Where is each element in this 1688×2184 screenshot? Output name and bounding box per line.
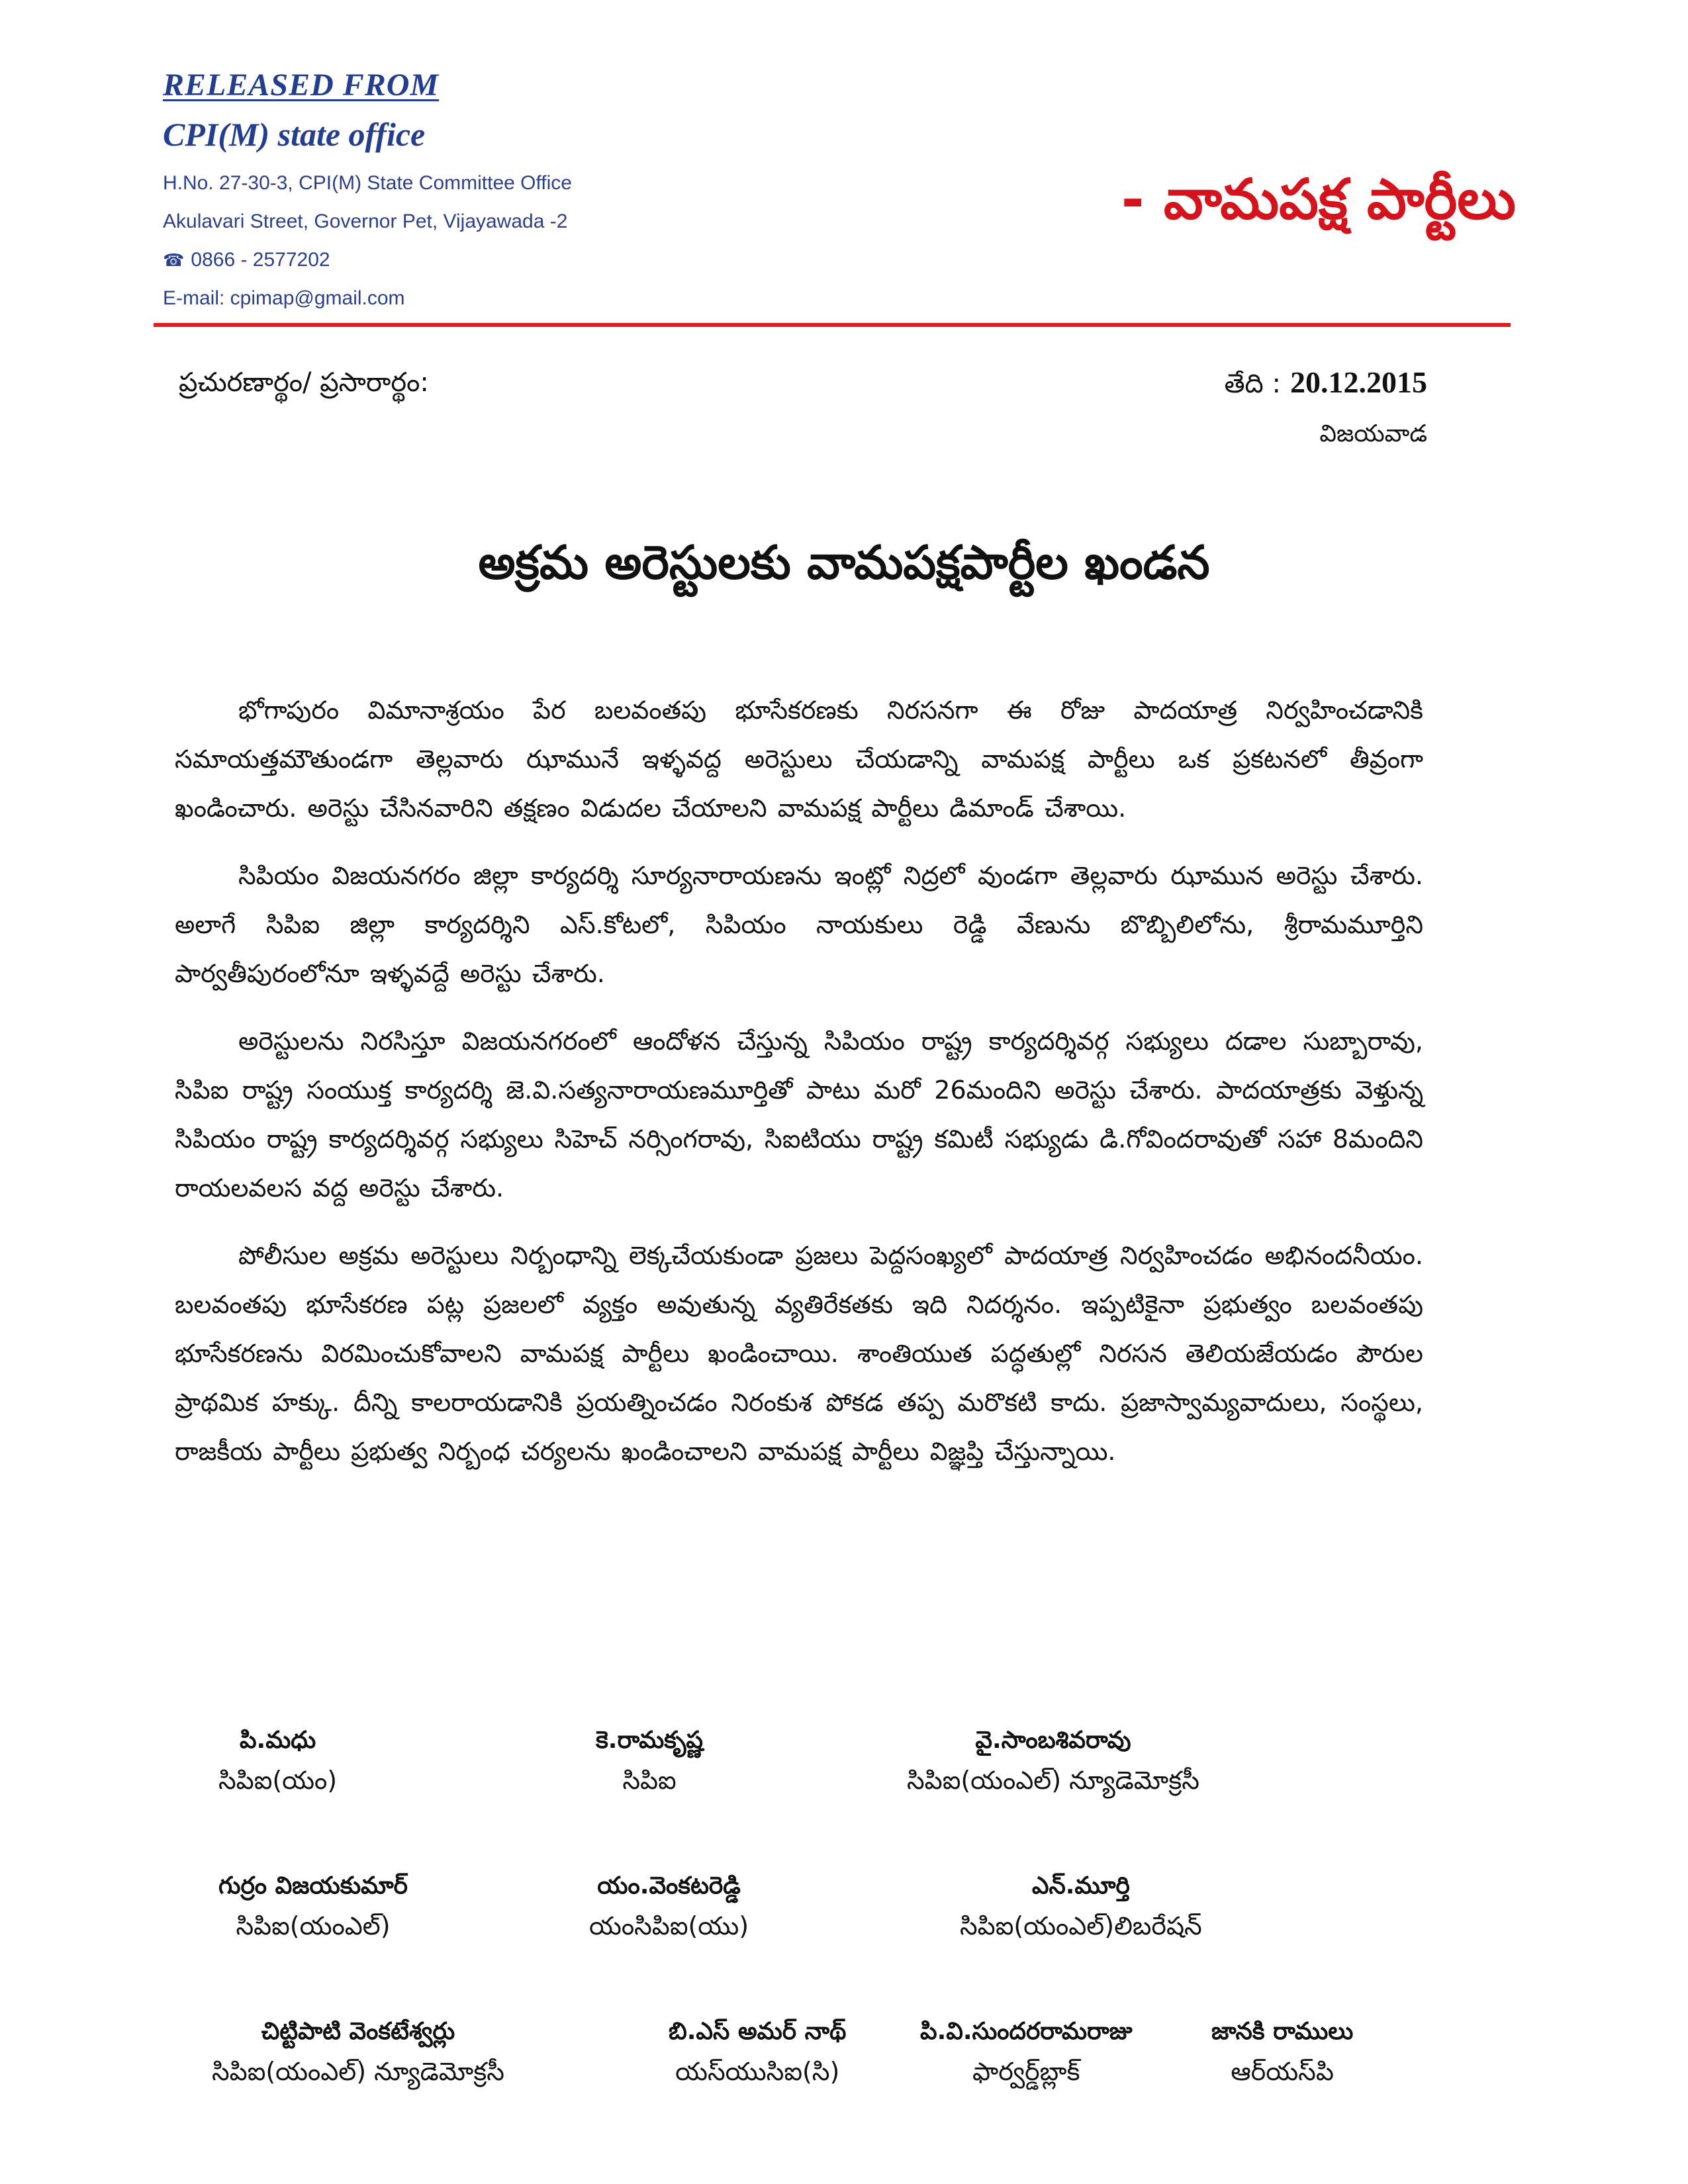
address-line-1: H.No. 27-30-3, CPI(M) State Committee Office [163,172,572,194]
release-body [175,686,1423,1494]
place-name: విజయవాడ [1319,420,1427,447]
released-from-line: RELEASED FROM [163,68,440,103]
signatory-party: సిపిఐ(యంఎల్) న్యూడెమోక్రసీ [212,2057,504,2086]
signatory-party: సిపిఐ(యంఎల్) [236,1911,391,1940]
signatory [589,1866,749,1946]
publication-label: ప్రచురణార్థం/ ప్రసారార్థం: [179,367,429,398]
signatory-party: ఆర్‌యస్‌పి [1231,2057,1334,2086]
signatory [669,2012,846,2091]
date-line [1224,363,1427,404]
signatory [960,1866,1202,1946]
signatory [920,2012,1133,2091]
email-line: E-mail: cpimap@gmail.com [163,287,405,309]
office-name: CPI(M) state office [163,116,426,153]
signatory-name: జానకి రాములు [1211,2018,1354,2045]
phone-line [163,241,759,279]
signatory [212,2012,504,2091]
body-paragraph: అరెస్టులను నిరసిస్తూ విజయనగరంలో ఆందోళన చేస్తున్న సిపియం రాష్ట్ర కార్యదర్శివర్గ సభ్యులు దడాల సుబ్బారావు, సిపిఐ రాష్ట్ర సంయుక్త కార్యదర్శి జె.వి.సత్యనారాయణమూర్తితో పాటు మరో 26మందిని అరెస్టు చేశారు. పాదయాత్రకు వెళ్తున్న సిపియం రాష్ట్ర కార్యదర్శివర్గ సభ్యులు సిహెచ్ నర్సింగరావు, సిఐటియు రాష్ట్ర కమిటీ సభ్యుడు డి.గోవిందరావుతో సహా 8మందిని రాయలవలస వద్ద అరెస్టు చేశారు. [175,1026,1423,1203]
date-value: 20.12.2015 [1290,365,1427,399]
left-parties-title: - వామపక్ష పార్టీలు [1121,167,1516,232]
signatory-name: వై.సాంబశివరావు [975,1727,1131,1754]
signatory-name: పి.వి.సుందరరామరాజు [920,2018,1133,2045]
signatory [907,1721,1199,1800]
signatory-name: పి.మధు [239,1727,316,1754]
letterhead-office-block [163,64,759,318]
press-release-headline: అక్రమ అరెస్టులకు వామపక్షపార్టీల ఖండన [478,535,1210,590]
address-line-2: Akulavari Street, Governor Pet, Vijayawada -2 [163,210,568,232]
signatory-party: సిపిఐ [622,1766,677,1795]
signatory-name: గుర్రం విజయకుమార్ [218,1872,408,1899]
signatory [596,1721,703,1800]
signatory [218,1866,408,1946]
header-divider [154,323,1511,327]
signatory [218,1721,337,1800]
body-paragraph: భోగాపురం విమానాశ్రయం పేర బలవంతపు భూసేకరణకు నిరసనగా ఈ రోజు పాదయాత్ర నిర్వహించడానికి సమాయత్తమౌతుండగా తెల్లవారు ఝామునే ఇళ్ళవద్ద అరెస్టులు చేయడాన్ని వామపక్ష పార్టీలు ఒక ప్రకటనలో తీవ్రంగా ఖండించారు. అరెస్టు చేసినవారిని తక్షణం విడుదల చేయాలని వామపక్ష పార్టీలు డిమాండ్ చేశాయి. [175,696,1423,823]
body-paragraph: పోలీసుల అక్రమ అరెస్టులు నిర్బంధాన్ని లెక్కచేయకుండా ప్రజలు పెద్దసంఖ్యలో పాదయాత్ర నిర్వహించడం అభినందనీయం. బలవంతపు భూసేకరణ పట్ల ప్రజలలో వ్యక్తం అవుతున్న వ్యతిరేకతకు ఇది నిదర్శనం. ఇప్పటికైనా ప్రభుత్వం బలవంతపు భూసేకరణను విరమించుకోవాలని వామపక్ష పార్టీలు ఖండించాయి. శాంతియుత పద్ధతుల్లో నిరసన తెలియజేయడం పౌరుల ప్రాథమిక హక్కు. దీన్ని కాలరాయడానికి ప్రయత్నించడం నిరంకుశ పోకడ తప్ప మరొకటి కాదు. ప్రజాస్వామ్యవాదులు, సంస్థలు, రాజకీయ పార్టీలు ప్రభుత్వ నిర్బంధ చర్యలను ఖండించాలని వామపక్ష పార్టీలు విజ్ఞప్తి చేస్తున్నాయి. [175,1241,1423,1466]
signatory-party: యస్‌యుసిఐ(సి) [675,2057,840,2086]
signatory-name: ఎన్.మూర్తి [1031,1872,1130,1899]
signatory-party: సిపిఐ(యం) [218,1766,338,1795]
date-label: తేది : [1224,369,1281,399]
signatory-name: కె.రామకృష్ణ [596,1727,704,1754]
signatory-party: యంసిపిఐ(యు) [589,1911,749,1940]
signatory-name: యం.వెంకటరెడ్డి [597,1872,741,1899]
signatory-party: ఫార్వర్డ్‌బ్లాక్ [972,2057,1080,2086]
signatory-party: సిపిఐ(యంఎల్)లిబరేషన్ [960,1911,1202,1940]
signatory [1211,2012,1353,2091]
phone-number: 0866 - 2577202 [191,249,330,271]
body-paragraph: సిపియం విజయనగరం జిల్లా కార్యదర్శి సూర్యనారాయణను ఇంట్లో నిద్రలో వుండగా తెల్లవారు ఝామున అరెస్టు చేశారు. అలాగే సిపిఐ జిల్లా కార్యదర్శిని ఎస్.కోటలో, సిపియం నాయకులు రెడ్డి వేణును బొబ్బిలిలోను, శ్రీరామమూర్తిని పార్వతీపురంలోనూ ఇళ్ళవద్దే అరెస్టు చేశారు. [175,861,1423,988]
phone-icon: ☎ [163,250,185,270]
signatory-party: సిపిఐ(యంఎల్) న్యూడెమోక్రసీ [907,1766,1199,1795]
signatory-name: చిట్టిపాటి వెంకటేశ్వర్లు [261,2018,455,2045]
signatory-name: బి.ఎస్ అమర్ నాథ్ [669,2018,847,2045]
